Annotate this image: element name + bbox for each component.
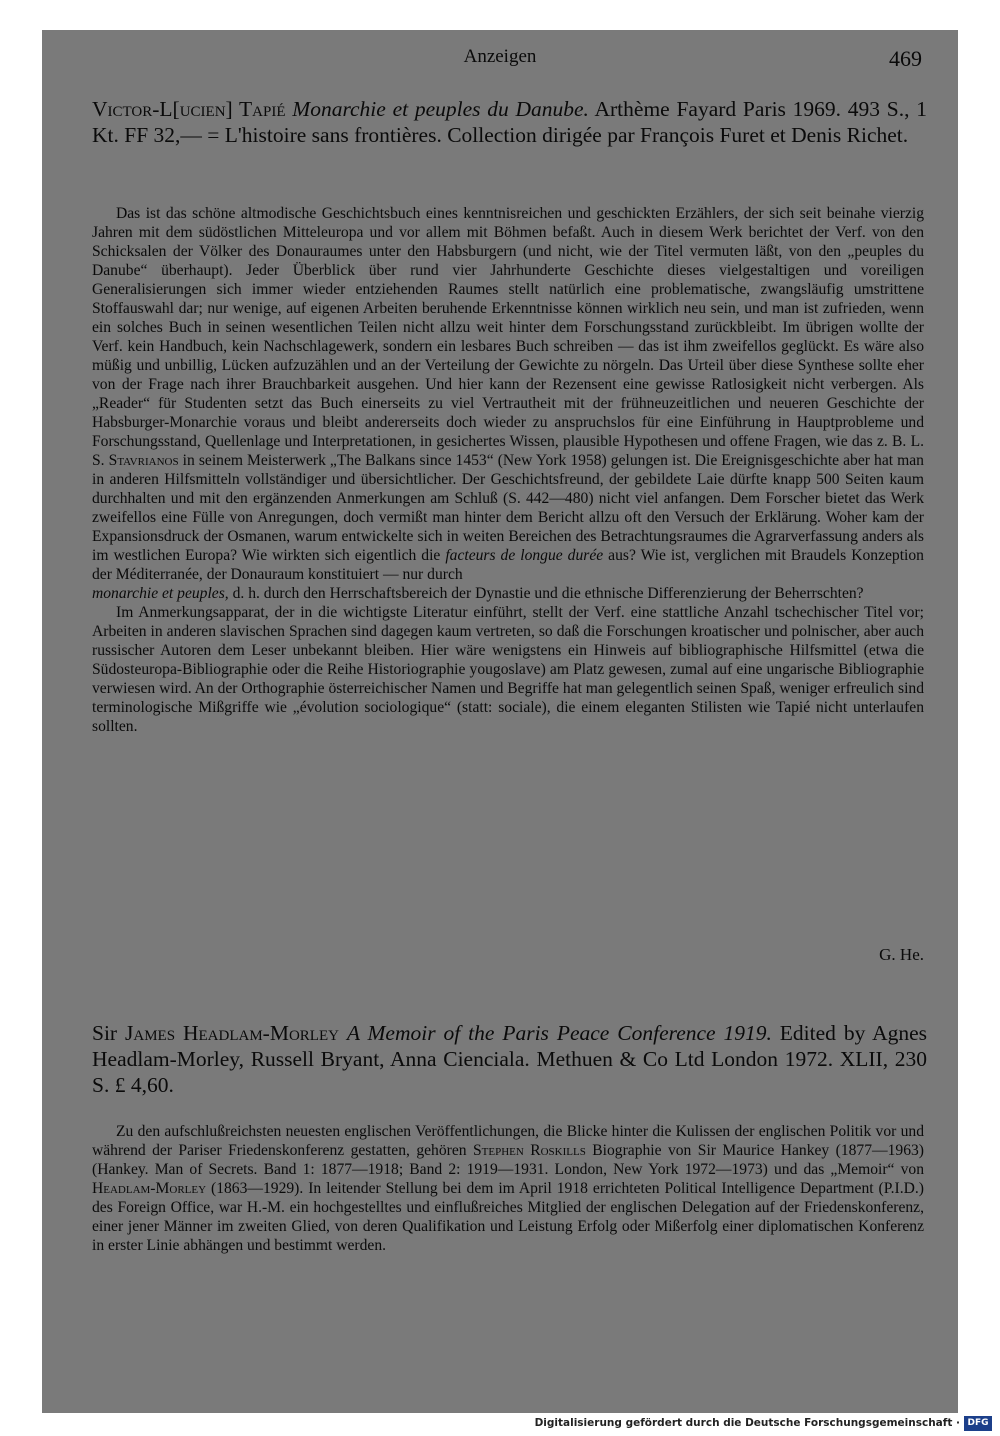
scanned-page <box>42 30 958 1413</box>
entry1-author: Victor-L[ucien] Tapié <box>92 97 286 121</box>
cited-author-headlam-morley: Headlam-Morley <box>92 1180 207 1197</box>
entry1-review-italic: monarchie et peuples, <box>92 585 229 602</box>
funding-credit: Digitalisierung gefördert durch die Deutsche Forschungsgemeinschaft · <box>534 1417 960 1429</box>
entry1-citation <box>92 96 927 148</box>
entry2-author-prefix: Sir <box>92 1021 118 1045</box>
entry2-review-text: (1863—1929). In leitender Stellung bei dem im April 1918 errichteten Political Intelligence Department (P.I.D.) des Foreign Office, war H.-M. ein hochgestelltes und einflußreiches Mitglied der englischen Delegation auf der Friedenskonferenz, einer jener Männer im zweiten Glied, von deren Qualifikation und Leistung Erfolg oder Mißerfolg einer diplomatischen Konferenz in erster Linie abhängen und bestimmt werden. <box>92 1180 924 1254</box>
entry1-title: Monarchie et peuples du Danube. <box>292 97 589 121</box>
running-head: Anzeigen <box>463 46 537 67</box>
entry2-author: James Headlam-Morley <box>125 1021 339 1045</box>
entry2-review-text: Zu den aufschlußreichsten neuesten englischen Veröffentlichungen, die Blicke hinter die Kulissen der englischen Politik vor und während der Pariser Friedenskonferenz gestatten, gehören <box>92 1123 924 1159</box>
entry1-review-text: d. h. durch den Herrschaftsbereich der Dynastie und die ethnische Differenzierung der Beherrschten? <box>232 585 864 602</box>
page-header <box>42 44 958 74</box>
entry1-reviewer-signature: G. He. <box>879 945 924 964</box>
entry1-review-paragraph-2: Im Anmerkungsapparat, der in die wichtigste Literatur einführt, stellt der Verf. eine stattliche Anzahl tschechischer Titel vor; Arbeiten in anderen slavischen Sprachen sind dagegen kaum vertreten, so daß die Forschungen kroatischer und polnischer, aber auch russischer Autoren dem Leser unbekannt bleiben. Hier wäre wenigstens ein Hinweis auf bibliographische Hilfsmittel (etwa die Südosteuropa-Bibliographie oder die Reihe Historiographie yougoslave) am Platz gewesen, zumal auf eine ungarische Bibliographie verwiesen wird. An der Orthographie österreichischer Namen und Begriffe hat man gelegentlich seinen Spaß, weniger erfreulich sind terminologische Mißgriffe wie „évolution sociologique“ (statt: sociale), die einem eleganten Stilisten wie Tapié nicht unterlaufen sollten. <box>92 604 924 735</box>
entry1-review-paragraph-1 <box>92 204 924 603</box>
dfg-logo: DFG <box>964 1416 992 1431</box>
entry2-review <box>92 1122 924 1255</box>
entry1-review-text: in seinem Meisterwerk „The Balkans since 1453“ (New York 1958) gelungen ist. Die Ereignisgeschichte aber hat man in anderen Hilfsmitteln vollständiger und übersichtlicher. Der Geschichtsfreund, der gebildete Laie dürfte knapp 500 Seiten kaum durchhalten und mit den ergänzenden Anmerkungen am Schluß (S. 442—480) nicht viel anfangen. Dem Forscher bietet das Werk zweifellos eine Fülle von Anregungen, doch vermißt man hinter dem Bericht allzu oft den Versuch der Erklärung. Woher kam der Expansionsdruck der Osmanen, warum entwickelte sich in weiten Bereichen des Betrachtungsraumes die Agrarverfassung anders als im westlichen Europa? Wie wirkten sich eigentlich die <box>92 452 924 564</box>
entry1-review-italic: facteurs de longue durée <box>445 547 604 564</box>
entry1-review <box>92 204 924 736</box>
entry2-review-paragraph-1 <box>92 1122 924 1255</box>
digitization-footer <box>0 1413 1000 1436</box>
page-number: 469 <box>889 46 922 71</box>
cited-author-roskill: Stephen Roskills <box>472 1142 586 1159</box>
entry1-review-text: Das ist das schöne altmodische Geschichtsbuch eines kenntnisreichen und geschickten Erzählers, der sich seit beinahe vierzig Jahren mit dem südöstlichen Mitteleuropa und vor allem mit Böhmen befaßt. Auch in diesem Werk berichtet der Verf. von den Schicksalen der Völker des Donauraumes unter den Habsburgern (und nicht, wie der Titel vermuten läßt, von den „peuples du Danube“ überhaupt). Jeder Überblick über rund vier Jahrhunderte Geschichte dieses vielgestaltigen und voreiligen Generalisierungen sich immer wieder entziehenden Raumes stellt natürlich eine problematische, zwangsläufig umstrittene Stoffauswahl dar; nur wenige, auf eigenen Arbeiten beruhende Erkenntnisse können wirklich neu sein, und man ist zufrieden, wenn ein solches Buch in seinen wesentlichen Teilen nicht allzu weit hinter dem Forschungsstand zurückbleibt. Im übrigen wollte der Verf. kein Handbuch, kein Nachschlagewerk, sondern ein lesbares Buch schreiben — das ist ihm zweifellos geglückt. Es wäre also müßig und unbillig, Lücken aufzuzählen und an der Verteilung der Gewichte zu nörgeln. Das Urteil über diese Synthese sollte eher von der Frage nach ihrer Brauchbarkeit ausgehen. Und hier kann der Rezensent eine gewisse Ratlosigkeit nicht verbergen. Als „Reader“ für Studenten setzt das Buch einerseits zu viel Vertrautheit mit der frühneuzeitlichen und neueren Geschichte der Habsburger-Monarchie voraus und bleibt andererseits doch wieder zu anspruchslos für eine Einführung in Hauptprobleme und Forschungsstand, Quellenlage und Interpretationen, in gesichertes Wissen, plausible Hypothesen und offene Fragen, wie das z. B. L. S. <box>92 205 924 469</box>
entry2-citation <box>92 1020 927 1098</box>
entry2-publication: Edited by Agnes Headlam-Morley, Russell Bryant, Anna Cienciala. Methuen & Co Ltd London 1972. XLII, 230 S. £ 4,60. <box>92 1021 928 1097</box>
entry1-review-text: aus? Wie ist, verglichen mit Braudels Konzeption der Méditerranée, der Donauraum konstituiert — nur durch <box>92 547 924 583</box>
cited-author-stavrianos: Stavrianos <box>108 452 179 469</box>
entry2-review-text: Biographie von Sir Maurice Hankey (1877—1963) (Hankey. Man of Secrets. Band 1: 1877—1918; Band 2: 1919—1931. London, New York 1972—1973) und das „Memoir“ von <box>92 1142 924 1178</box>
entry1-publication: Arthème Fayard Paris 1969. 493 S., 1 Kt. FF 32,— = L'histoire sans frontières. Collection dirigée par François Furet et Denis Richet. <box>92 97 927 147</box>
entry2-title: A Memoir of the Paris Peace Conference 1919. <box>346 1021 772 1045</box>
